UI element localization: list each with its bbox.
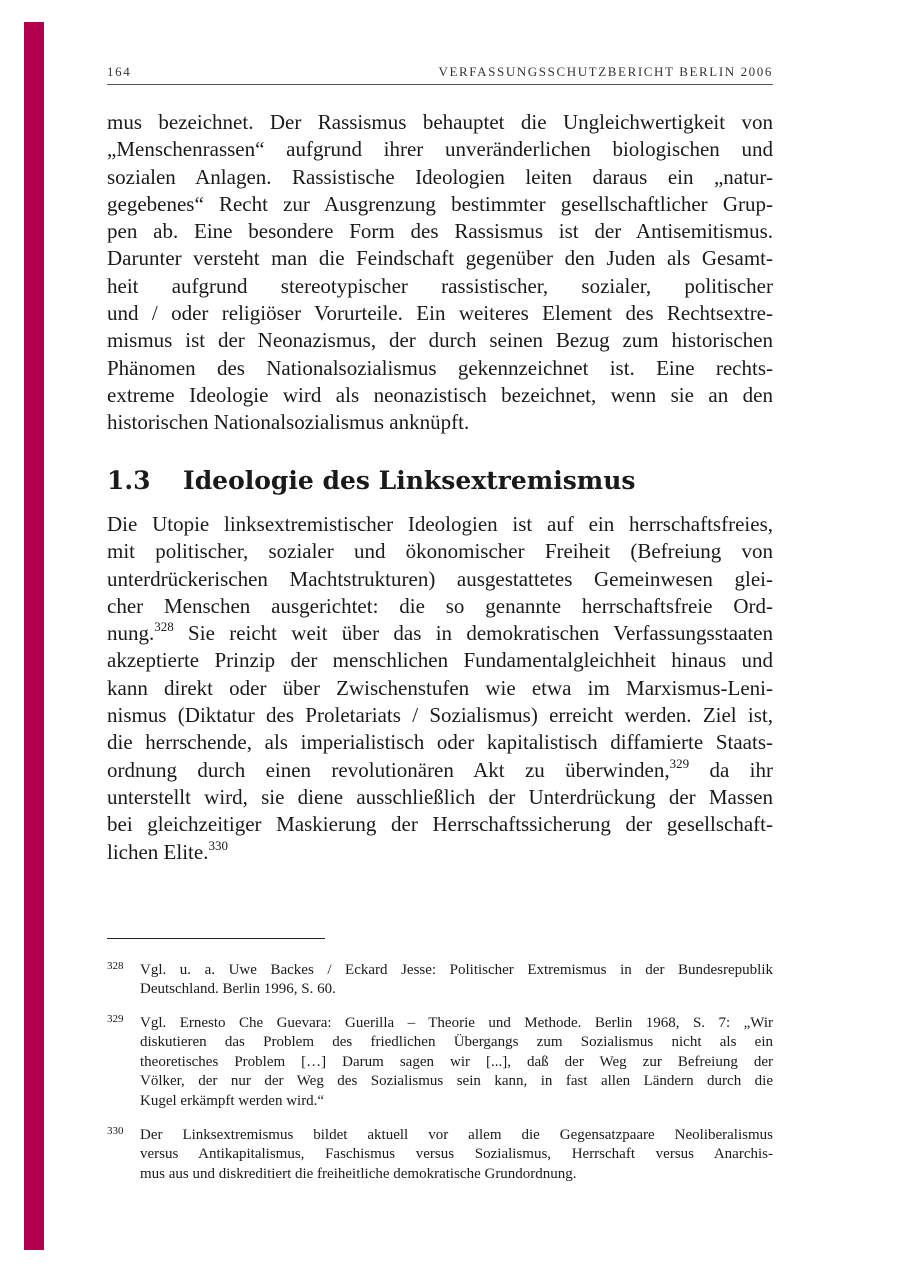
paragraph-rassismus [107, 109, 773, 437]
text-line: cher Menschen ausgerichtet: die so genannte herrschaftsfreie Ord- [107, 593, 773, 618]
text-line: heit aufgrund stereotypischer rassistischer, sozialer, politischer [107, 273, 773, 298]
footnote-mark: 328 [107, 960, 124, 972]
text-line: mus bezeichnet. Der Rassismus behauptet die Ungleichwertigkeit von [107, 110, 773, 134]
footnote-text [140, 1126, 773, 1184]
footnote-line: Vgl. Ernesto Che Guevara: Guerilla – Theorie und Methode. Berlin 1968, S. 7: „Wir [140, 1015, 773, 1031]
text-line: die herrschende, als imperialistisch oder kapitalistisch diffamierte Staats- [107, 730, 773, 755]
text-line: Darunter versteht man die Feindschaft gegenüber den Juden als Gesamt- [107, 246, 773, 271]
text-line [107, 620, 773, 647]
text-line: akzeptierte Prinzip der menschlichen Fundamentalgleichheit hinaus und [107, 648, 773, 673]
footnote-line: Vgl. u. a. Uwe Backes / Eckard Jesse: Politischer Extremismus in der Bundesrepublik [140, 962, 773, 978]
footnote-line: theoretisches Problem […] Darum sagen wir [...], daß der Weg zur Befreiung der [140, 1053, 773, 1070]
text-line: historischen Nationalsozialismus anknüpft. [107, 410, 470, 435]
text-line: Die Utopie linksextremistischer Ideologien ist auf ein herrschaftsfreies, [107, 512, 773, 536]
footnote-ref-328[interactable]: 328 [154, 619, 174, 635]
text-fragment: lichen Elite. [107, 839, 209, 864]
text-line: kann direkt oder über Zwischenstufen wie etwa im Marxismus-Leni- [107, 675, 773, 700]
footnote-330 [107, 1126, 773, 1184]
side-color-bar [24, 22, 44, 1250]
footnote-328 [107, 961, 773, 1000]
footnote-separator [107, 938, 325, 939]
text-fragment: Sie reicht weit über das in demokratischen Verfassungsstaaten [173, 621, 773, 646]
text-fragment: da ihr [689, 757, 773, 782]
text-line: nismus (Diktatur des Proletariats / Sozialismus) erreicht werden. Ziel ist, [107, 703, 773, 728]
text-line [107, 757, 773, 784]
footnote-line: Der Linksextremismus bildet aktuell vor allem die Gegensatzpaare Neoliberalismus [140, 1127, 773, 1143]
footnote-line: mus aus und diskreditiert die freiheitliche demokratische Grundordnung. [140, 1165, 577, 1182]
page-number: 164 [107, 64, 132, 79]
text-line: unterdrückerischen Machtstrukturen) ausgestattetes Gemeinwesen glei- [107, 566, 773, 591]
footnote-line: versus Antikapitalismus, Faschismus versus Sozialismus, Herrschaft versus Anarchis- [140, 1146, 773, 1163]
text-line: mit politischer, sozialer und ökonomischer Freiheit (Befreiung von [107, 539, 773, 564]
text-line: sozialen Anlagen. Rassistische Ideologien leiten daraus ein „natur- [107, 164, 773, 189]
running-header [107, 64, 773, 85]
footnote-text [140, 1014, 773, 1111]
text-fragment: ordnung durch einen revolutionären Akt zu überwinden, [107, 757, 670, 782]
footnote-line: Kugel erkämpft werden wird.“ [140, 1092, 325, 1109]
running-title: VERFASSUNGSSCHUTZBERICHT BERLIN 2006 [438, 64, 773, 79]
footnote-mark: 330 [107, 1125, 124, 1137]
footnote-329 [107, 1014, 773, 1111]
paragraph-linksextremismus [107, 511, 773, 866]
footnote-line: diskutieren das Problem des friedlichen Übergangs zum Sozialismus nicht als ein [140, 1034, 773, 1051]
footnote-ref-330[interactable]: 330 [208, 837, 228, 853]
text-line: Phänomen des Nationalsozialismus gekennzeichnet ist. Eine rechts- [107, 355, 773, 380]
section-title: Ideologie des Linksextremismus [183, 466, 636, 495]
section-heading [107, 466, 773, 495]
text-line: pen ab. Eine besondere Form des Rassismus ist der Antisemitismus. [107, 219, 773, 244]
text-line: gegebenes“ Recht zur Ausgrenzung bestimmter gesellschaftlicher Grup- [107, 191, 773, 216]
footnote-line: Völker, der nur der Weg des Sozialismus sein kann, in fast allen Ländern durch die [140, 1073, 773, 1090]
text-line: bei gleichzeitiger Maskierung der Herrschaftssicherung der gesellschaft- [107, 812, 773, 837]
text-line: unterstellt wird, sie diene ausschließlich der Unterdrückung der Massen [107, 784, 773, 809]
footnote-line: Deutschland. Berlin 1996, S. 60. [140, 981, 336, 998]
text-fragment: nung. [107, 621, 155, 646]
text-line: und / oder religiöser Vorurteile. Ein weiteres Element des Rechtsextre- [107, 301, 773, 326]
text-line: mismus ist der Neonazismus, der durch seinen Bezug zum historischen [107, 328, 773, 353]
text-line [107, 839, 773, 866]
footnote-mark: 329 [107, 1013, 124, 1025]
footnote-ref-329[interactable]: 329 [669, 755, 690, 771]
text-line: „Menschenrassen“ aufgrund ihrer unveränderlichen biologischen und [107, 137, 773, 162]
text-line: extreme Ideologie wird als neonazistisch bezeichnet, wenn sie an den [107, 382, 773, 407]
section-number: 1.3 [107, 466, 151, 495]
footnote-text [140, 961, 773, 1000]
